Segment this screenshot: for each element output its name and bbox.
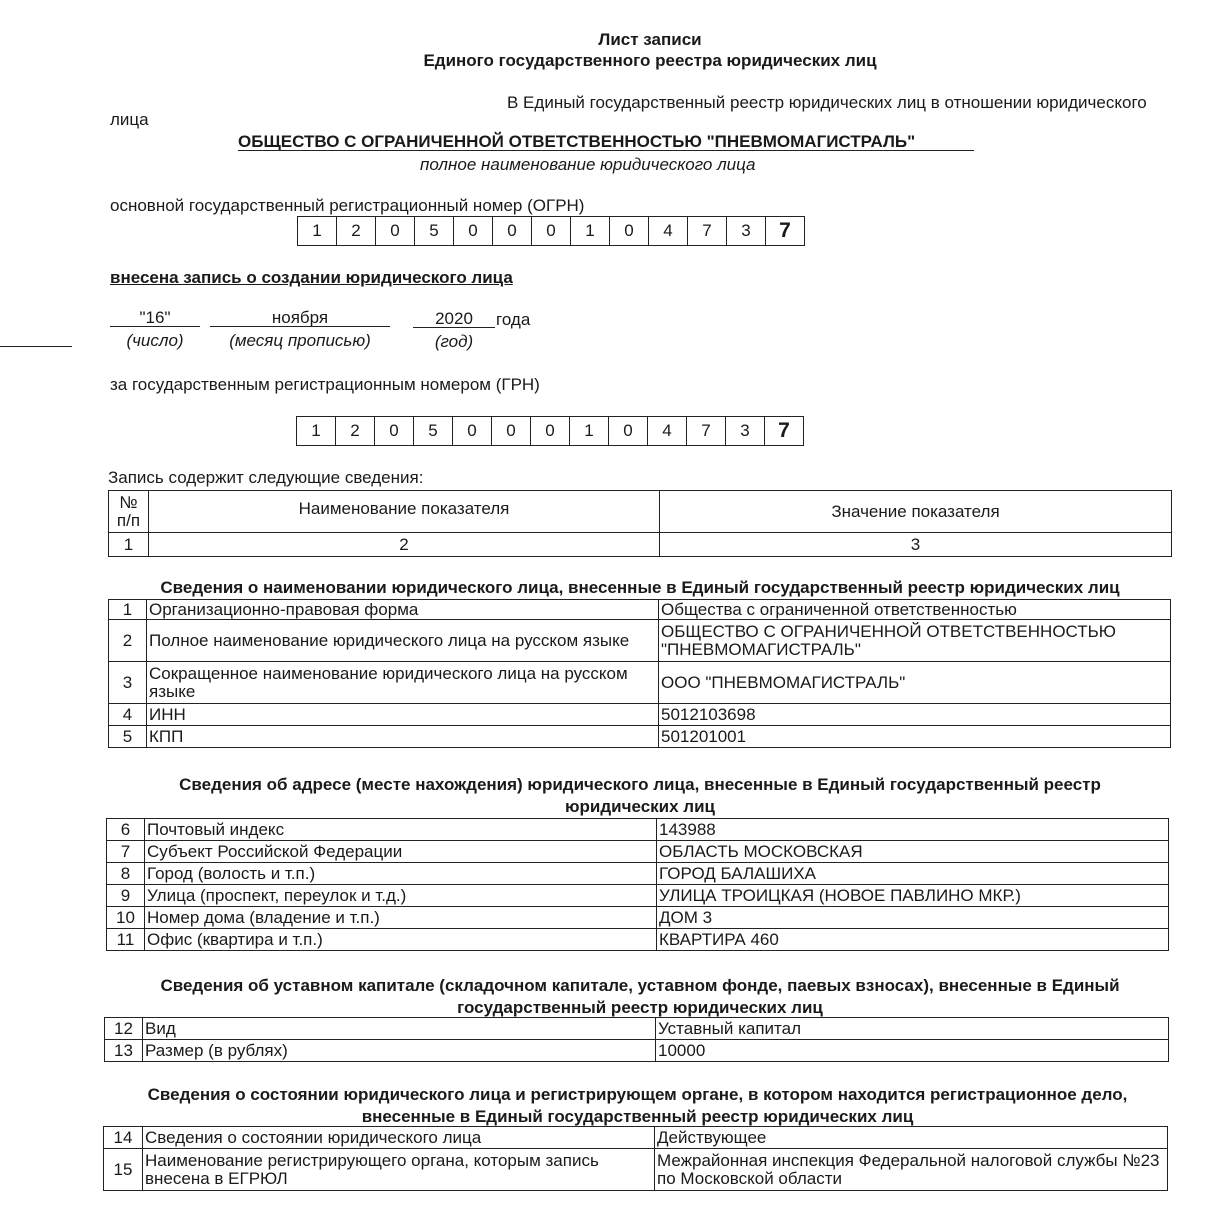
doc-subtitle: Единого государственного реестра юридических лиц [423,51,877,70]
grn-digit: 0 [492,417,531,445]
row-name: Город (волость и т.п.) [145,863,657,885]
header-value: Значение показателя [660,491,1172,533]
day-underline [110,326,200,327]
row-name: Наименование регистрирующего органа, которым запись внесена в ЕГРЮЛ [143,1149,655,1191]
row-num: 9 [107,885,145,907]
ogrn-digit: 0 [376,217,415,245]
row-name: Размер (в рублях) [143,1040,656,1062]
row-value: Уставный капитал [656,1018,1169,1040]
header-num: № п/п [109,491,149,533]
row-value: КВАРТИРА 460 [657,929,1169,951]
company-full-name: ОБЩЕСТВО С ОГРАНИЧЕННОЙ ОТВЕТСТВЕННОСТЬЮ "ПНЕВМОМАГИСТРАЛЬ" [238,132,916,151]
grn-digit: 0 [375,417,414,445]
section-table-address [106,818,1169,951]
row-value: ГОРОД БАЛАШИХА [657,863,1169,885]
ogrn-digit: 7 [779,219,791,242]
row-value: 501201001 [659,726,1171,748]
row-value: УЛИЦА ТРОИЦКАЯ (НОВОЕ ПАВЛИНО МКР.) [657,885,1169,907]
row-value: ООО "ПНЕВМОМАГИСТРАЛЬ" [659,662,1171,704]
ogrn-digit: 2 [337,217,376,245]
grn-digit: 0 [453,417,492,445]
grn-digit: 1 [570,417,609,445]
record-year: 2020 [435,309,473,328]
row-num: 1 [109,600,147,620]
row-num: 12 [105,1018,143,1040]
row-name: Организационно-правовая форма [147,600,659,620]
record-month: ноября [271,308,329,327]
header-col3: 3 [660,533,1172,557]
section-table-state [103,1126,1168,1191]
row-name: КПП [147,726,659,748]
row-value: 5012103698 [659,704,1171,726]
intro-line1: В Единый государственный реестр юридических лиц в отношении юридического [507,93,1147,112]
section-title-capital: Сведения об уставном капитале (складочном капитале, уставном фонде, паевых взносах), внесенные в Единый государственный реестр юридических лиц [160,976,1120,1017]
row-num: 3 [109,662,147,704]
section-title-address: Сведения об адресе (месте нахождения) юридического лица, внесенные в Единый государственный реестр юридических лиц [179,775,1101,816]
grn-digit: 3 [726,417,765,445]
intro-line2: лица [110,110,149,129]
header-col1: 1 [109,533,149,557]
row-num: 10 [107,907,145,929]
section-title-name: Сведения о наименовании юридического лица, внесенные в Единый государственный реестр юридических лиц [160,578,1120,597]
row-num: 15 [104,1149,143,1191]
company-name-underline [238,150,974,151]
row-num: 7 [107,841,145,863]
day-caption: (число) [126,331,184,350]
section-title-state: Сведения о состоянии юридического лица и регистрирующем органе, в котором находится регистрационное дело, внесенные в Единый государственный реестр юридических лиц [147,1085,1128,1126]
grn-digit: 7 [778,419,790,442]
row-value: Общества с ограниченной ответственностью [659,600,1171,620]
grn-digit: 7 [687,417,726,445]
grn-digit: 0 [531,417,570,445]
month-caption: (месяц прописью) [229,331,371,350]
year-underline [413,327,495,328]
row-num: 6 [107,819,145,841]
row-value: Межрайонная инспекция Федеральной налоговой службы №23 по Московской области [655,1149,1168,1191]
row-num: 14 [104,1127,143,1149]
ogrn-digit: 5 [415,217,454,245]
row-num: 2 [109,620,147,662]
row-value: ОБЩЕСТВО С ОГРАНИЧЕННОЙ ОТВЕТСТВЕННОСТЬЮ "ПНЕВМОМАГИСТРАЛЬ" [659,620,1171,662]
row-value: 10000 [656,1040,1169,1062]
doc-title: Лист записи [598,30,702,49]
row-num: 13 [105,1040,143,1062]
row-name: Улица (проспект, переулок и т.д.) [145,885,657,907]
row-name: Сведения о состоянии юридического лица [143,1127,655,1149]
ogrn-digit: 4 [649,217,688,245]
row-value: Действующее [655,1127,1168,1149]
record-day: "16" [139,308,171,327]
margin-mark [0,346,72,347]
ogrn-digit: 1 [298,217,337,245]
row-name: Полное наименование юридического лица на русском языке [147,620,659,662]
section-table-name [108,599,1171,748]
ogrn-digit: 0 [532,217,571,245]
grn-digit: 1 [297,417,336,445]
grn-boxes [296,416,804,446]
row-name: Офис (квартира и т.п.) [145,929,657,951]
row-value: ОБЛАСТЬ МОСКОВСКАЯ [657,841,1169,863]
ogrn-boxes [297,216,805,246]
grn-label: за государственным регистрационным номером (ГРН) [110,375,540,394]
row-name: Сокращенное наименование юридического лица на русском языке [147,662,659,704]
month-underline [210,326,390,327]
row-num: 4 [109,704,147,726]
header-table [108,490,1172,557]
ogrn-digit: 0 [454,217,493,245]
ogrn-digit: 1 [571,217,610,245]
row-name: Почтовый индекс [145,819,657,841]
row-name: ИНН [147,704,659,726]
ogrn-digit: 0 [493,217,532,245]
row-name: Номер дома (владение и т.п.) [145,907,657,929]
row-value: ДОМ 3 [657,907,1169,929]
ogrn-label: основной государственный регистрационный номер (ОГРН) [110,196,585,215]
ogrn-digit: 3 [727,217,766,245]
contents-intro: Запись содержит следующие сведения: [108,468,424,487]
grn-digit: 2 [336,417,375,445]
record-title: внесена запись о создании юридического лица [110,268,513,287]
grn-digit: 0 [609,417,648,445]
header-name: Наименование показателя [149,491,660,533]
row-name: Вид [143,1018,656,1040]
header-col2: 2 [149,533,660,557]
row-value: 143988 [657,819,1169,841]
ogrn-digit: 7 [688,217,727,245]
grn-digit: 4 [648,417,687,445]
row-num: 11 [107,929,145,951]
company-name-caption: полное наименование юридического лица [420,155,756,174]
row-num: 8 [107,863,145,885]
year-caption: (год) [434,332,474,351]
record-year-word: года [496,310,531,329]
grn-digit: 5 [414,417,453,445]
section-table-capital [104,1017,1169,1062]
row-num: 5 [109,726,147,748]
row-name: Субъект Российской Федерации [145,841,657,863]
ogrn-digit: 0 [610,217,649,245]
